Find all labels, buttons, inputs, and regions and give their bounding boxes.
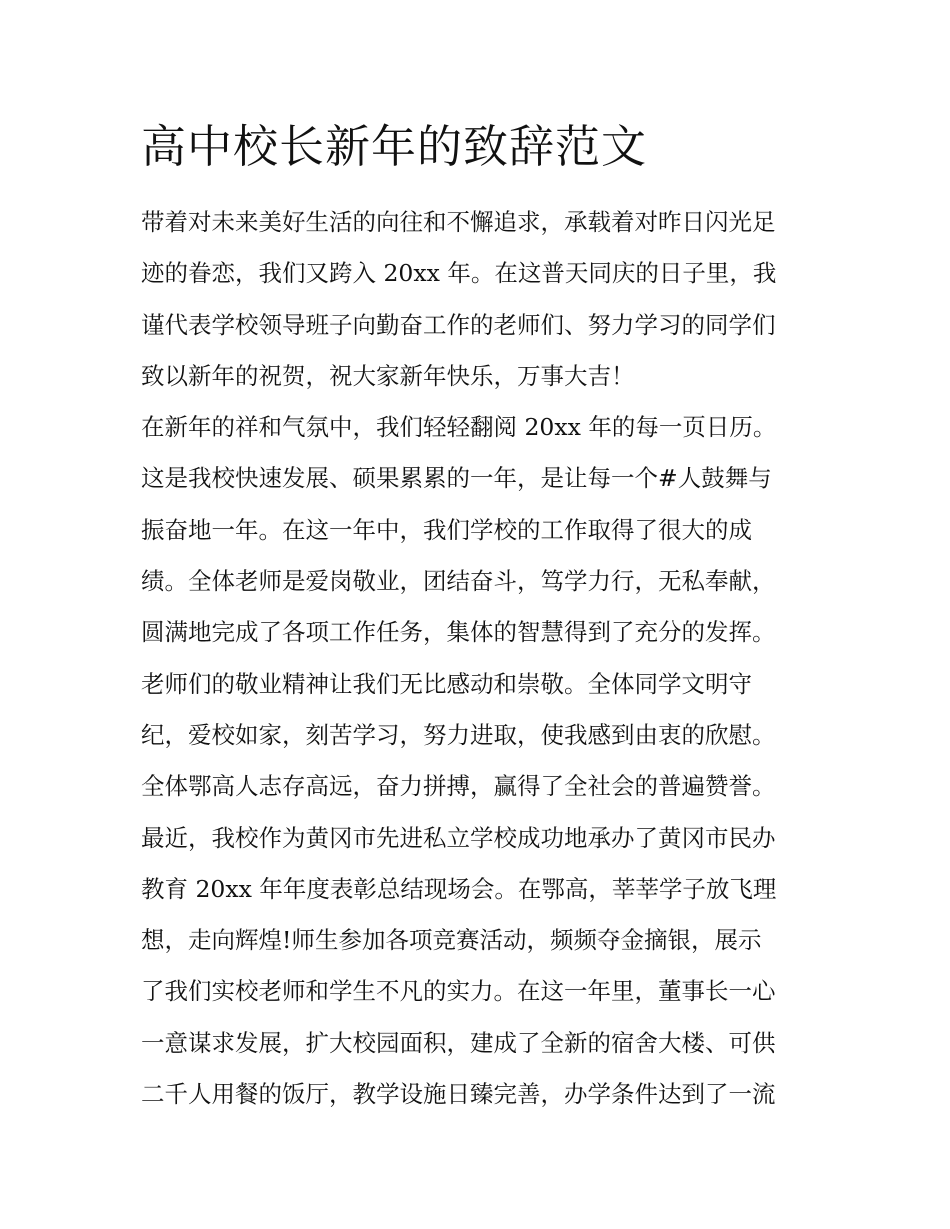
- text-line: 致以新年的祝贺，祝大家新年快乐，万事大吉！: [141, 361, 635, 390]
- text-line: 在新年的祥和气氛中，我们轻轻翻阅 20xx 年的每一页日历。: [141, 413, 777, 442]
- text-line: 纪，爱校如家，刻苦学习，努力进取，使我感到由衷的欣慰。: [141, 720, 776, 749]
- text-line: 带着对未来美好生活的向往和不懈追求，承载着对昨日闪光足: [141, 208, 776, 236]
- text-line: 圆满地完成了各项工作任务，集体的智慧得到了充分的发挥。: [141, 618, 776, 647]
- text-line: 最近，我校作为黄冈市先进私立学校成功地承办了黄冈市民办: [141, 823, 776, 852]
- text-line: 想，走向辉煌!师生参加各项竞赛活动，频频夺金摘银，展示: [141, 926, 762, 955]
- text-line: 迹的眷恋，我们又跨入 20xx 年。在这普天同庆的日子里，我: [141, 259, 777, 288]
- text-line: 绩。全体老师是爱岗敬业，团结奋斗，笃学力行，无私奉献，: [141, 567, 776, 596]
- text-line: 二千人用餐的饭厅，教学设施日臻完善，办学条件达到了一流: [141, 1080, 776, 1109]
- document-body: [141, 200, 821, 1123]
- text-line: 老师们的敬业精神让我们无比感动和崇敬。全体同学文明守: [141, 669, 752, 698]
- text-line: 谨代表学校领导班子向勤奋工作的老师们、努力学习的同学们: [141, 310, 776, 339]
- text-line: 了我们实校老师和学生不凡的实力。在这一年里，董事长一心: [141, 977, 776, 1006]
- text-line: 全体鄂高人志存高远，奋力拼搏，赢得了全社会的普遍赞誉。: [141, 772, 776, 801]
- document-title: 高中校长新年的致辞范文: [141, 120, 648, 173]
- text-line: 一意谋求发展，扩大校园面积，建成了全新的宿舍大楼、可供: [141, 1028, 776, 1057]
- text-line: 这是我校快速发展、硕果累累的一年，是让每一个#人鼓舞与: [141, 464, 772, 493]
- text-line: 振奋地一年。在这一年中，我们学校的工作取得了很大的成: [141, 515, 752, 544]
- text-line: 教育 20xx 年年度表彰总结现场会。在鄂高，莘莘学子放飞理: [141, 874, 777, 903]
